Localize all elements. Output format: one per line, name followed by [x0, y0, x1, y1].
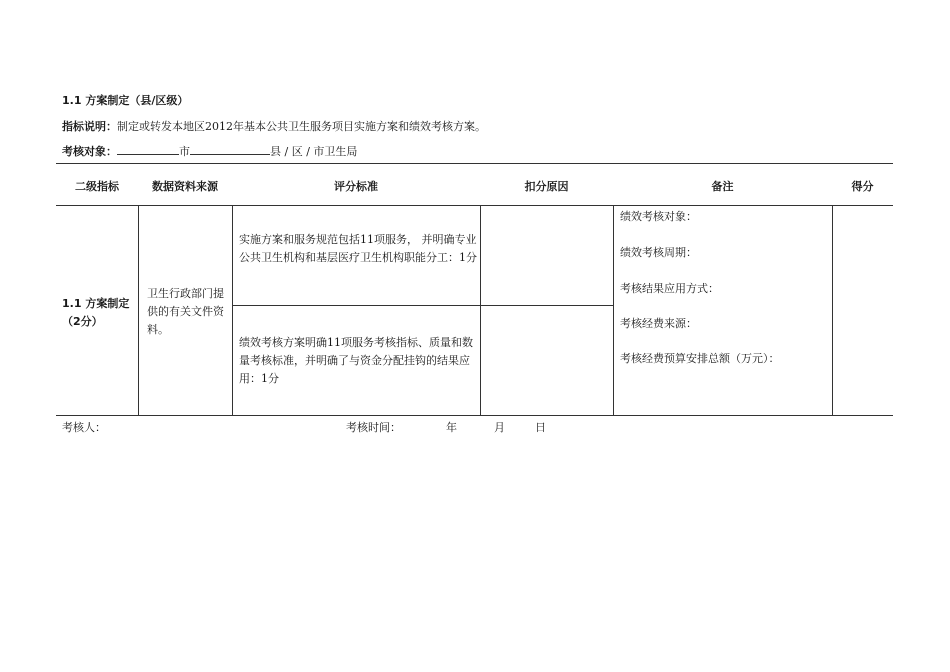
note-assessment-period: 绩效考核周期：	[620, 246, 697, 259]
row-criteria-2: 绩效考核方案明确11项服务考核指标、质量和数量考核标准，并明确了与资金分配挂钩的结果应用：1分	[239, 336, 473, 385]
city-blank[interactable]	[117, 143, 179, 155]
header-score: 得分	[851, 180, 874, 193]
row-indicator	[62, 295, 136, 331]
day-label: 日	[535, 421, 546, 434]
indicator-line	[62, 118, 486, 134]
score-input[interactable]	[833, 206, 892, 415]
header-scoring-criteria: 评分标准	[334, 180, 378, 193]
deduction-reason-input-2[interactable]	[481, 306, 612, 415]
table-bottom-border	[56, 415, 893, 416]
header-deduction-reason: 扣分原因	[524, 180, 569, 193]
row-indicator-name: 1.1 方案制定	[62, 297, 130, 310]
deduction-reason-input-1[interactable]	[481, 206, 612, 305]
row-indicator-points: （2分）	[62, 315, 103, 328]
year-label: 年	[446, 421, 457, 434]
note-budget-total: 考核经费预算安排总额（万元）：	[620, 352, 780, 365]
col-divider-2	[232, 205, 233, 415]
header-notes: 备注	[711, 180, 734, 193]
note-result-application: 考核结果应用方式：	[620, 282, 719, 295]
col-divider-4	[613, 205, 614, 415]
city-suffix: 市	[179, 145, 190, 158]
header-bottom-border	[56, 205, 893, 206]
section-title-text: 1.1 方案制定（县/区级）	[62, 94, 189, 107]
row-data-source: 卫生行政部门提供的有关文件资料。	[147, 287, 224, 336]
col-divider-1	[138, 205, 139, 415]
header-secondary-indicator: 二级指标	[75, 180, 119, 193]
target-label: 考核对象：	[62, 145, 117, 158]
assessment-time-label: 考核时间：	[346, 421, 401, 434]
indicator-label: 指标说明：	[62, 120, 117, 133]
section-title	[62, 92, 188, 108]
target-line	[62, 143, 357, 159]
row-criteria-1: 实施方案和服务规范包括11项服务， 并明确专业公共卫生机构和基层医疗卫生机构职能分工：1分	[239, 233, 477, 264]
header-data-source: 数据资料来源	[152, 180, 218, 193]
examiner-label: 考核人：	[62, 421, 106, 434]
county-suffix: 县 / 区 / 市卫生局	[270, 145, 358, 158]
indicator-text: 制定或转发本地区2012年基本公共卫生服务项目实施方案和绩效考核方案。	[117, 120, 486, 133]
county-blank[interactable]	[190, 143, 270, 155]
month-label: 月	[494, 421, 505, 434]
table-top-border	[56, 163, 893, 164]
note-assessment-target: 绩效考核对象：	[620, 210, 697, 223]
note-funding-source: 考核经费来源：	[620, 317, 697, 330]
